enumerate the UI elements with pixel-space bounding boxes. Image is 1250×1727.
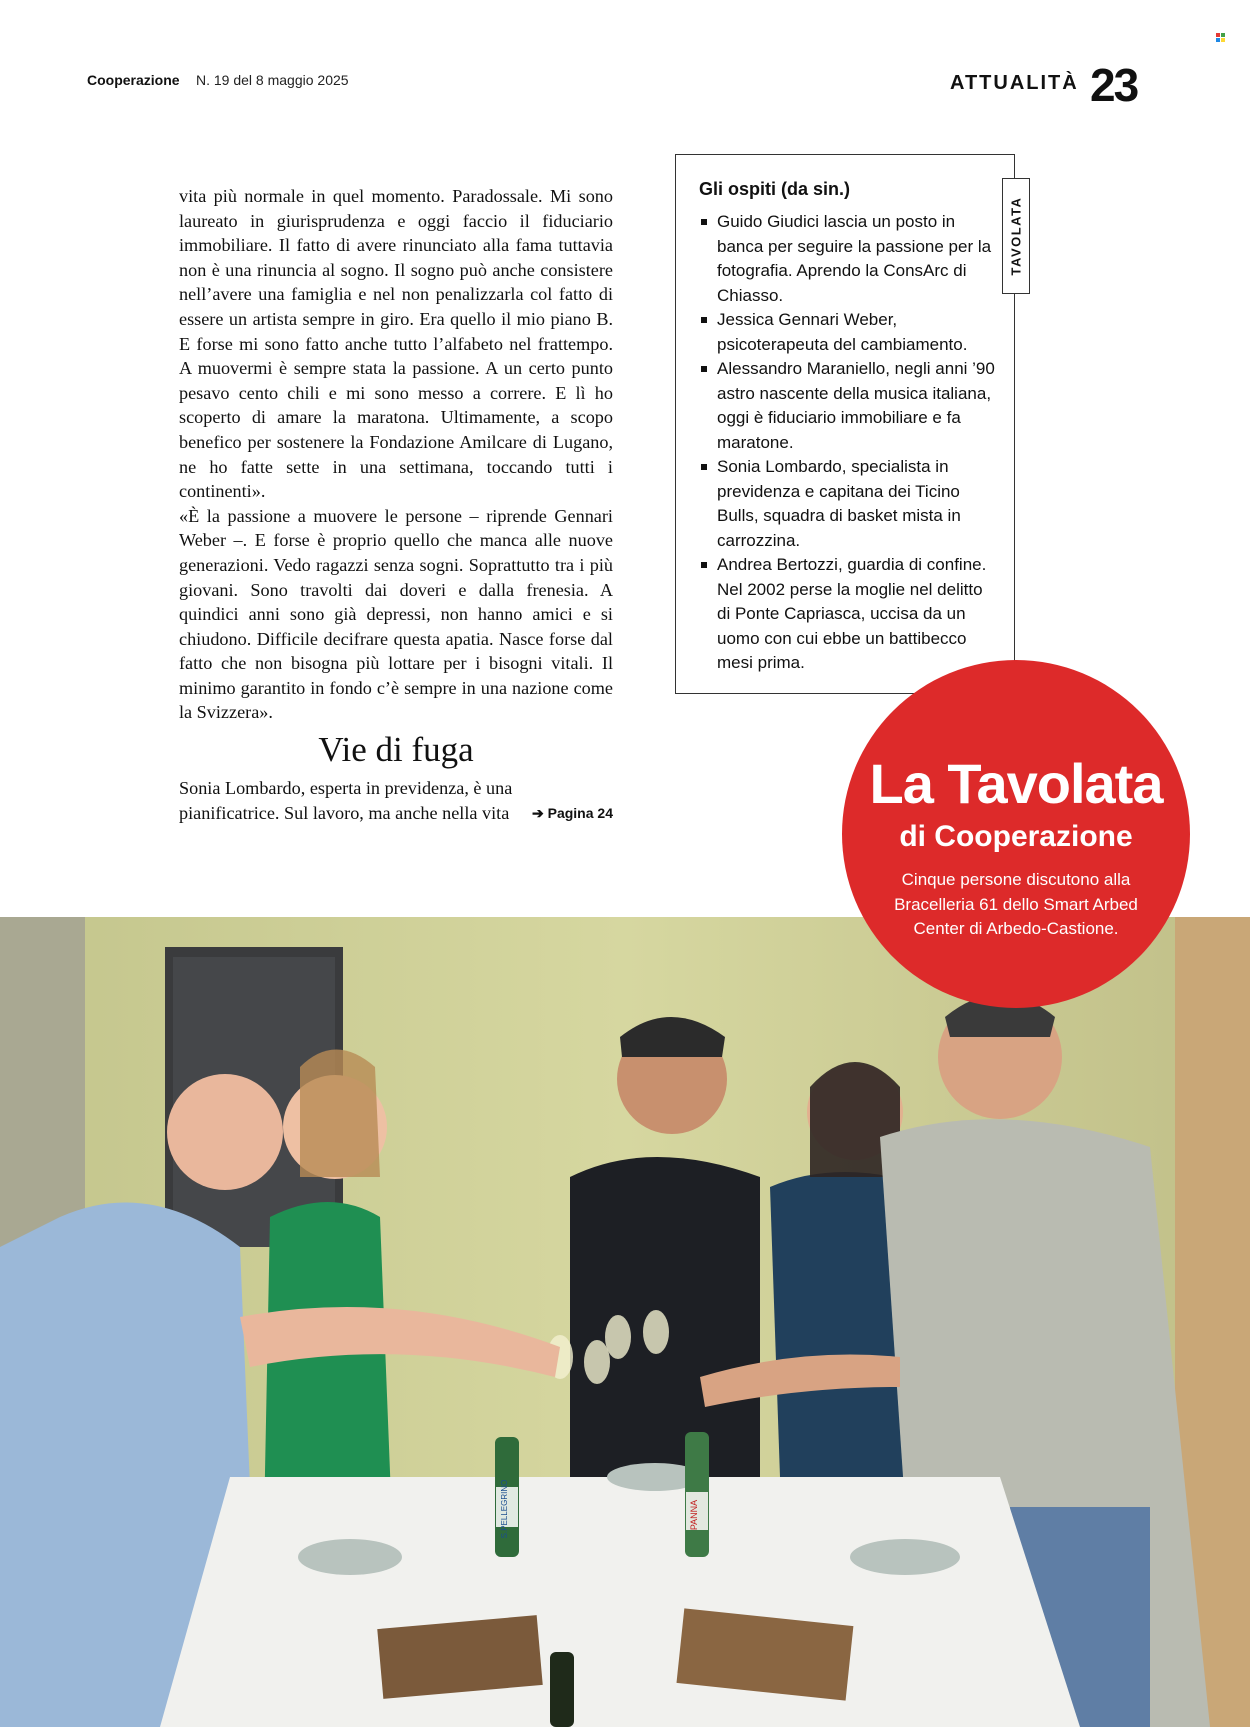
bottle-label: PANNA xyxy=(689,1499,699,1531)
badge-title: La Tavolata xyxy=(869,752,1163,815)
issue-info: N. 19 del 8 maggio 2025 xyxy=(196,72,349,88)
article-paragraph: vita più normale in quel momento. Paradossale. Mi sono laureato in giurisprudenza e oggi faccio il fiduciario immobiliare. Il fatto di avere rinunciato alla fama tuttavia non è una rinuncia al sogno. Il sogno può anche consistere nell’avere una famiglia e nel non penalizzarla col fatto di essere un artista sempre in giro. Era quello il mio piano B. E forse mi sono fatto anche tutto l’alfabeto nel frattempo. A muovermi è sempre stata la passione. A un certo punto pesavo cento chili e mi sono messo a correre. E lì ho scoperto di amare la maratona. Ultimamente, a scopo benefico per sostenere la Fondazione Amilcare di Lugano, ne ho fatte sette in una settimana, toccando tutti i continenti». xyxy=(179,186,613,502)
guest-item: Jessica Gennari Weber, psicoterapeuta del cambiamento. xyxy=(699,308,999,357)
guest-item: Alessandro Maraniello, negli anni ’90 astro nascente della musica italiana, oggi è fiduciario immobiliare e fa maratone. xyxy=(699,357,999,455)
guest-item: Sonia Lombardo, specialista in previdenza e capitana dei Ticino Bulls, squadra di basket mista in carrozzina. xyxy=(699,455,999,553)
page-number: 23 xyxy=(1090,59,1138,111)
group-photo xyxy=(0,917,1250,1727)
guests-list xyxy=(699,210,999,676)
teaser-headline: Vie di fuga xyxy=(318,730,474,769)
bottle-label-2: S.PELLEGRINO xyxy=(500,1479,509,1539)
tavolata-tag xyxy=(1002,178,1030,294)
guests-title: Gli ospiti (da sin.) xyxy=(699,179,851,199)
teaser-text: Sonia Lombardo, esperta in previdenza, è una pianificatrice. Sul lavoro, ma anche nella vita xyxy=(179,778,513,823)
tavolata-badge xyxy=(842,660,1190,1008)
guests-sidebar xyxy=(675,154,1015,694)
color-registration-mark xyxy=(1216,33,1225,42)
publication-name: Cooperazione xyxy=(87,72,180,88)
teaser-block xyxy=(179,776,613,825)
article-body xyxy=(179,184,613,725)
tavolata-tag-label: TAVOLATA xyxy=(1008,196,1024,276)
badge-subtitle: di Cooperazione xyxy=(899,820,1133,853)
page-reference-link[interactable]: ➔ Pagina 24 xyxy=(532,804,613,821)
article-paragraph: «È la passione a muovere le persone – riprende Gennari Weber –. E forse è proprio quello che manca alle nuove generazioni. Vedo ragazzi senza sogni. Soprattutto tra i più giovani. Sono travolti dai doveri e dalla frenesia. A quindici anni sono già depressi, non hanno amici e si chiudono. Difficile decifrare questa apatia. Nasce forse dal fatto che non bisogna più lottare per i bisogni vitali. Il minimo garantito in fondo c’è sempre in una nazione come la Svizzera». xyxy=(179,505,613,723)
guest-item: Andrea Bertozzi, guardia di confine. Nel 2002 perse la moglie nel delitto di Ponte Capriasca, uccisa da un uomo con cui ebbe un battibecco mesi prima. xyxy=(699,553,999,676)
badge-description: Cinque persone discutono alla Bracelleria 61 dello Smart Arbed Center di Arbedo-Castione. xyxy=(894,870,1138,938)
guest-item: Guido Giudici lascia un posto in banca per seguire la passione per la fotografia. Aprendo la ConsArc di Chiasso. xyxy=(699,210,999,308)
section-title: ATTUALITÀ xyxy=(950,72,1079,94)
